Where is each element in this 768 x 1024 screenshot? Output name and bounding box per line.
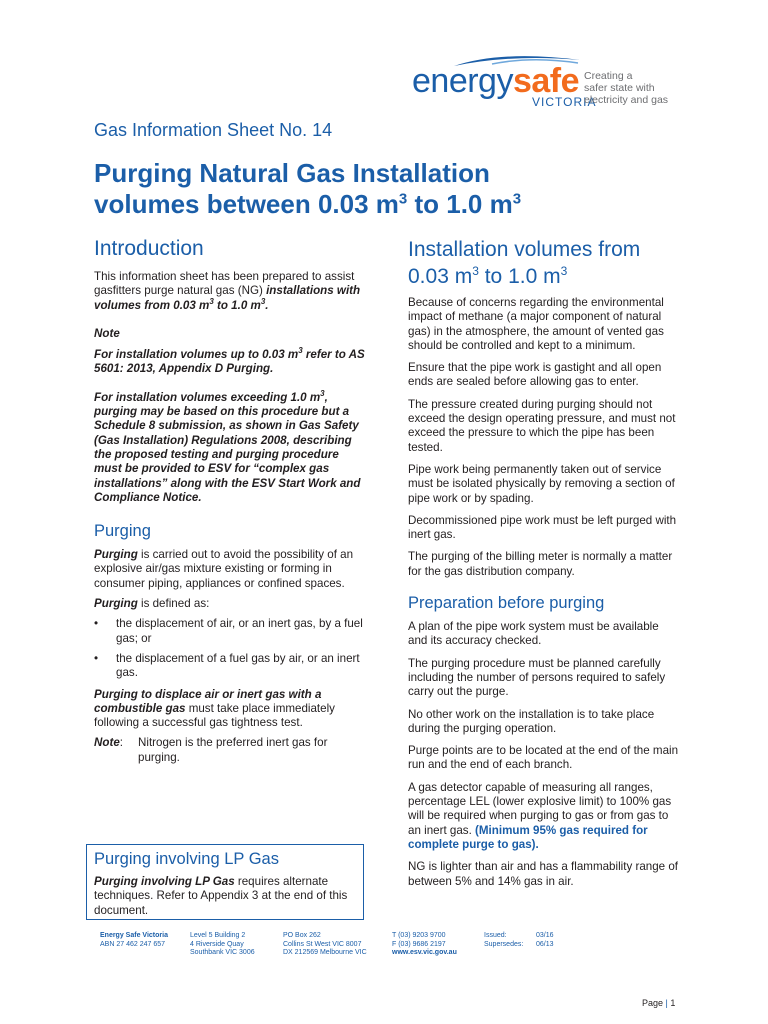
page-number bbox=[642, 998, 675, 1008]
logo-word-energy: energy bbox=[412, 62, 513, 100]
tagline-line: safer state with bbox=[584, 82, 655, 94]
footer-abn: ABN 27 462 247 657 bbox=[100, 940, 165, 948]
purging-bold-term: Purging bbox=[94, 597, 138, 611]
preparation-text: A gas detector capable of measuring all ranges, percentage LEL (lower explosive limit) to 100% gas will be required when purging to gas or from gas to an inert gas. bbox=[408, 780, 672, 837]
footer-supersedes-label: Supersedes: bbox=[484, 940, 524, 948]
footer-line: PO Box 262 bbox=[283, 932, 321, 939]
page-value: 1 bbox=[670, 998, 676, 1008]
superscript: 3 bbox=[260, 296, 266, 306]
superscript: 3 bbox=[298, 346, 303, 356]
purging-paragraph-3 bbox=[94, 688, 366, 731]
list-item: • the displacement of a fuel gas by air, or an inert gas. bbox=[94, 652, 366, 681]
preparation-paragraph: The purging procedure must be planned carefully including the number of persons required to safely carry out the purge. bbox=[408, 656, 666, 699]
intro-text: installations with volumes from 0.03 m bbox=[94, 284, 361, 312]
purging-bold-term: Purging to displace air or inert gas with a combustible gas bbox=[94, 687, 322, 715]
lp-gas-content bbox=[94, 849, 356, 918]
superscript: 3 bbox=[560, 264, 568, 278]
intro-text: . bbox=[265, 298, 269, 312]
intro-text: This information sheet has been prepared to assist gasfitters purge natural gas (NG) bbox=[94, 270, 355, 298]
superscript: 3 bbox=[320, 388, 325, 398]
purging-text: is defined as: bbox=[137, 597, 210, 611]
note-text: Nitrogen is the preferred inert gas for purging. bbox=[138, 736, 328, 764]
right-column bbox=[408, 236, 680, 889]
sheet-number: Gas Information Sheet No. 14 bbox=[94, 120, 333, 140]
note-text: For installation volumes up to 0.03 m bbox=[94, 348, 299, 362]
energysafe-logo bbox=[412, 54, 672, 114]
purging-paragraph-2 bbox=[94, 597, 366, 611]
volumes-paragraph: Ensure that the pipe work is gastight and all open ends are sealed before allowing gas to enter. bbox=[408, 361, 662, 389]
lp-text: requires alternate techniques. Refer to Appendix 3 at the end of this document. bbox=[94, 875, 348, 917]
note-text: refer to AS 5601: 2013, Appendix D Purging. bbox=[94, 348, 365, 376]
title-text: volumes between 0.03 m bbox=[94, 189, 399, 219]
footer-fax: F (03) 9686 2197 bbox=[392, 940, 446, 948]
logo-victoria: VICTORIA bbox=[532, 95, 597, 109]
volumes-paragraph: Because of concerns regarding the environmental impact of methane (a major component of natural gas) in the atmosphere, the amount of vented gas should be controlled and kept to a minimum. bbox=[408, 296, 664, 352]
preparation-paragraph bbox=[408, 781, 680, 852]
intro-text: to 1.0 m bbox=[213, 298, 261, 312]
footer-line: 4 Riverside Quay bbox=[190, 940, 244, 948]
footer-org bbox=[100, 932, 168, 949]
tagline-line: Creating a bbox=[584, 70, 633, 82]
note-label: Note bbox=[94, 326, 120, 340]
left-column bbox=[94, 236, 366, 764]
footer-issued-label: Issued: bbox=[484, 932, 507, 939]
volumes-heading bbox=[408, 236, 680, 290]
footer-line: DX 212569 Melbourne VIC bbox=[283, 949, 367, 956]
footer-phone: T (03) 9203 9700 bbox=[392, 932, 446, 939]
tagline-line: electricity and gas bbox=[584, 94, 669, 106]
list-item: • the displacement of air, or an inert gas, by a fuel gas; or bbox=[94, 617, 366, 646]
heading-text: Installation volumes from bbox=[408, 238, 641, 261]
note-colon: : bbox=[119, 736, 123, 750]
superscript: 3 bbox=[209, 296, 214, 306]
lp-gas-heading: Purging involving LP Gas bbox=[94, 850, 279, 868]
lp-bold-term: Purging involving LP Gas bbox=[94, 875, 235, 888]
purging-text: is carried out to avoid the possibility of an explosive air/gas mixture existing or forming in consumer piping, appliances or confined spaces. bbox=[94, 548, 354, 590]
logo-tagline bbox=[584, 70, 684, 106]
title-line-1: Purging Natural Gas Installation bbox=[94, 158, 490, 188]
page-label: Page bbox=[642, 998, 664, 1008]
preparation-paragraph: No other work on the installation is to take place during the purging operation. bbox=[408, 707, 655, 735]
footer-supersedes-value: 06/13 bbox=[536, 940, 554, 948]
volumes-paragraph: The purging of the billing meter is normally a matter for the gas distribution company. bbox=[408, 550, 673, 578]
footer-postal bbox=[283, 932, 367, 958]
title-line-2 bbox=[94, 189, 654, 220]
note-label: Note bbox=[94, 736, 120, 750]
note-text: , purging may be based on this procedure but a Schedule 8 submission, as shown in Gas Safety (Gas Installation) Regulations 2008, describing the proposed testing and purging procedure must be provided to ESV for “complex gas installations” along with the ESV Start Work and Compliance Notice. bbox=[94, 390, 361, 504]
heading-text: to 1.0 m bbox=[478, 265, 561, 288]
footer-line: Level 5 Building 2 bbox=[190, 932, 246, 939]
purging-definition-list bbox=[94, 617, 366, 680]
preparation-paragraph: Purge points are to be located at the end of the main run and the end of each branch. bbox=[408, 744, 679, 772]
title-text: to 1.0 m bbox=[407, 189, 513, 219]
purging-bold-term: Purging bbox=[94, 548, 138, 562]
purging-text: must take place immediately following a successful gas tightness test. bbox=[94, 701, 335, 730]
introduction-heading: Introduction bbox=[94, 237, 204, 260]
footer-line: Collins St West VIC 8007 bbox=[283, 940, 362, 948]
superscript: 3 bbox=[472, 264, 479, 278]
purging-note bbox=[94, 736, 366, 764]
footer-issue-values bbox=[536, 932, 554, 949]
footer-website-link[interactable]: www.esv.vic.gov.au bbox=[392, 949, 457, 956]
preparation-heading: Preparation before purging bbox=[408, 594, 605, 613]
footer-address bbox=[190, 932, 255, 958]
footer-contact bbox=[392, 932, 457, 958]
title-superscript: 3 bbox=[512, 190, 522, 208]
lp-gas-paragraph bbox=[94, 875, 356, 918]
preparation-paragraph: A plan of the pipe work system must be available and its accuracy checked. bbox=[408, 620, 659, 648]
note-paragraph-1 bbox=[94, 348, 366, 377]
logo-word-safe: safe bbox=[512, 62, 580, 100]
page-separator: | bbox=[665, 998, 668, 1008]
purging-heading: Purging bbox=[94, 522, 151, 541]
intro-paragraph bbox=[94, 270, 366, 313]
lp-gas-box bbox=[86, 844, 364, 920]
preparation-bold-text: (Minimum 95% gas required for complete purge to gas). bbox=[408, 823, 648, 851]
footer-issue-labels bbox=[484, 932, 523, 949]
note-text: For installation volumes exceeding 1.0 m bbox=[94, 390, 321, 404]
heading-text: 0.03 m bbox=[408, 265, 473, 288]
purging-paragraph-1 bbox=[94, 548, 366, 591]
preparation-paragraph: NG is lighter than air and has a flammability range of between 5% and 14% gas in air. bbox=[408, 860, 679, 888]
volumes-paragraph: The pressure created during purging should not exceed the design operating pressure, and must not exceed the pressure to which the pipe has been tested. bbox=[408, 397, 676, 454]
footer-org-name: Energy Safe Victoria bbox=[100, 932, 168, 939]
footer-issued-value: 03/16 bbox=[536, 932, 554, 939]
footer-line: Southbank VIC 3006 bbox=[190, 949, 255, 956]
note-paragraph-2 bbox=[94, 388, 366, 505]
volumes-paragraph: Pipe work being permanently taken out of service must be isolated physically by removing a section of pipe work or by spading. bbox=[408, 462, 675, 505]
volumes-paragraph: Decommissioned pipe work must be left purged with inert gas. bbox=[408, 513, 677, 542]
title-superscript: 3 bbox=[398, 190, 408, 208]
page-title bbox=[94, 158, 654, 220]
